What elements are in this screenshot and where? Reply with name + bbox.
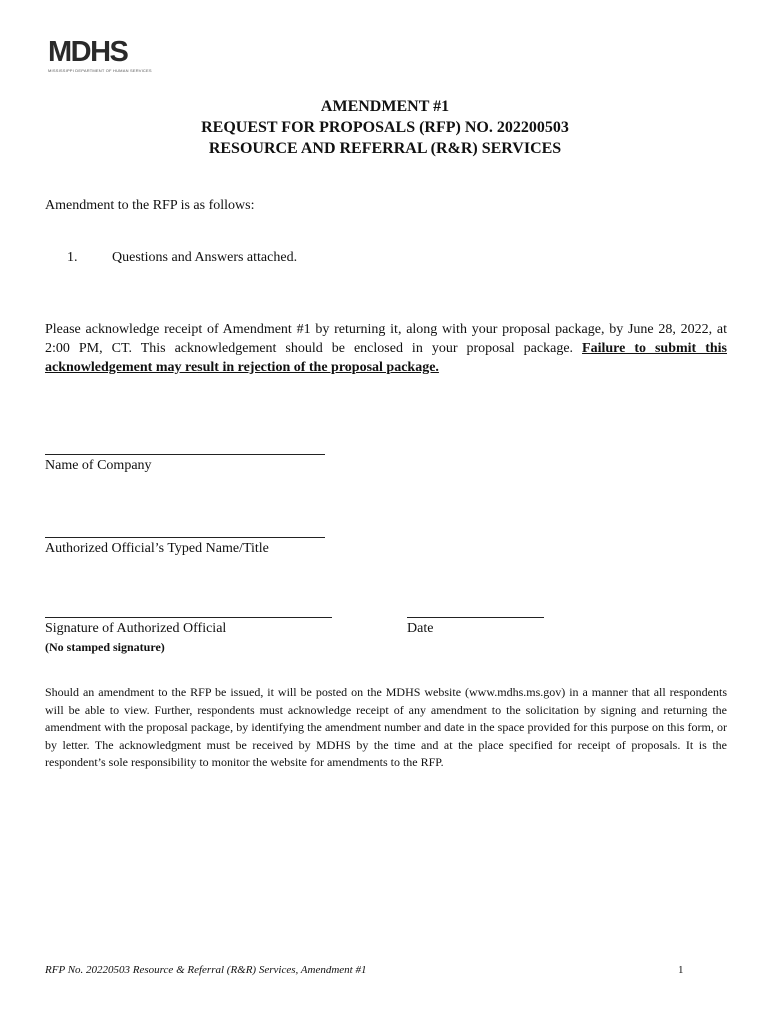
title-line-3: RESOURCE AND REFERRAL (R&R) SERVICES	[208, 140, 562, 157]
intro-text: Amendment to the RFP is as follows:	[45, 198, 255, 213]
document-title	[0, 96, 770, 159]
acknowledgement-text: Please acknowledge receipt of Amendment #1 by returning it, along with your proposal package, by June 28, 2022, at 2:00 PM, CT. This acknowledgement should be enclosed in your proposal package.	[45, 322, 727, 356]
signature-label: Signature of Authorized Official	[45, 621, 227, 636]
logo-text: MDHS	[48, 36, 128, 68]
page-number: 1	[678, 964, 684, 976]
official-name-signature-line[interactable]	[45, 537, 325, 538]
mdhs-logo	[48, 36, 152, 78]
amendment-notice: Should an amendment to the RFP be issued, it will be posted on the MDHS website (www.mdhs.ms.gov) in a manner that all respondents will be able to view. Further, respondents must acknowledge receipt of any amendment to the solicitation by signing and returning the amendment with the proposal package, by identifying the amendment number and date in the space provided for this purpose on this form, or by letter. The acknowledgment must be received by MDHS by the time and at the place specified for receipt of proposals. It is the respondent’s sole responsibility to monitor the website for amendments to the RFP.	[45, 685, 727, 769]
title-line-1: AMENDMENT #1	[320, 98, 450, 115]
signature-line[interactable]	[45, 617, 332, 618]
official-name-label: Authorized Official’s Typed Name/Title	[45, 541, 269, 556]
acknowledgement-warning: Failure to submit this acknowledgement may result in rejection of the proposal package.	[45, 341, 727, 375]
date-label: Date	[407, 621, 434, 636]
logo-subtext: MISSISSIPPI DEPARTMENT OF HUMAN SERVICES	[48, 68, 152, 73]
list-item	[67, 248, 297, 267]
footer-document-reference: RFP No. 20220503 Resource & Referral (R&R) Services, Amendment #1	[45, 964, 367, 976]
company-label: Name of Company	[45, 458, 152, 473]
acknowledgement-paragraph	[45, 320, 727, 377]
list-item-number: 1.	[67, 250, 78, 265]
list-item-text: Questions and Answers attached.	[112, 250, 298, 265]
title-line-2: REQUEST FOR PROPOSALS (RFP) NO. 202200503	[201, 119, 569, 136]
signature-note: (No stamped signature)	[45, 640, 165, 654]
date-line[interactable]	[407, 617, 544, 618]
company-signature-line[interactable]	[45, 454, 325, 455]
